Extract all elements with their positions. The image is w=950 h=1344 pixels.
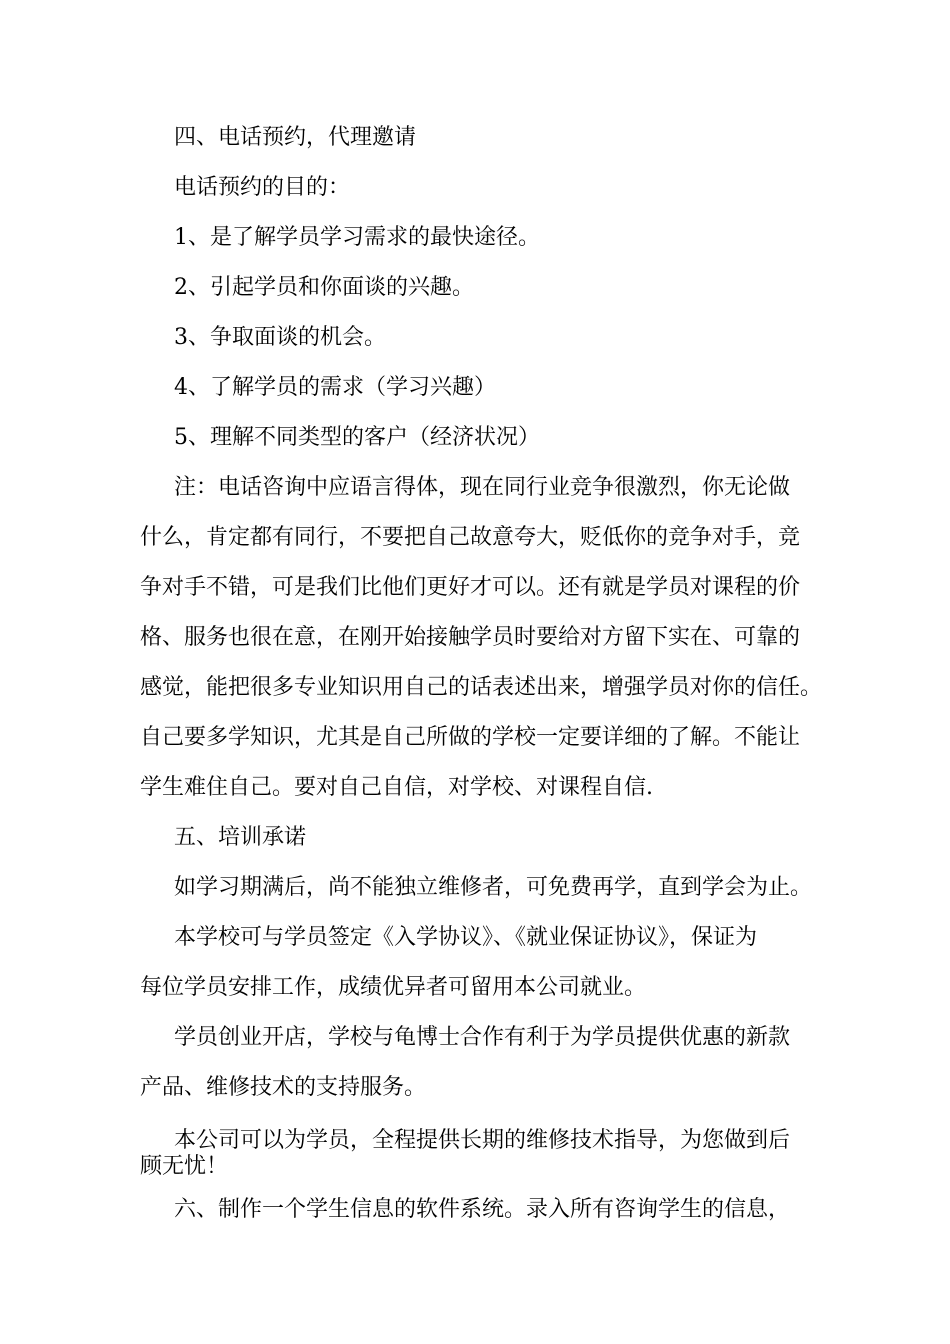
paragraph-line: 学员创业开店，学校与龟博士合作有利于为学员提供优惠的新款 <box>174 1025 791 1050</box>
paragraph-line: 如学习期满后，尚不能独立维修者，可免费再学，直到学会为止。 <box>174 875 813 900</box>
subheading-purpose: 电话预约的目的： <box>174 175 351 200</box>
note-paragraph-line: 争对手不错，可是我们比他们更好才可以。还有就是学员对课程的价 <box>140 575 801 600</box>
paragraph-line: 顾无忧！ <box>140 1154 229 1179</box>
note-paragraph-line: 注：电话咨询中应语言得体，现在同行业竞争很激烈，你无论做 <box>174 475 791 500</box>
paragraph-line: 本公司可以为学员，全程提供长期的维修技术指导，为您做到后 <box>174 1128 791 1153</box>
note-paragraph-line: 自己要多学知识，尤其是自己所做的学校一定要详细的了解。不能让 <box>140 725 801 750</box>
note-paragraph-line: 什么，肯定都有同行，不要把自己故意夸大，贬低你的竞争对手，竞 <box>140 525 801 550</box>
section-heading-6: 六、制作一个学生信息的软件系统。录入所有咨询学生的信息， <box>174 1197 791 1222</box>
list-item-4: 4、了解学员的需求（学习兴趣） <box>174 375 496 400</box>
section-heading-4: 四、电话预约，代理邀请 <box>174 125 417 150</box>
list-item-5: 5、理解不同类型的客户（经济状况） <box>174 425 540 450</box>
section-heading-5: 五、培训承诺 <box>174 825 307 850</box>
list-item-2: 2、引起学员和你面谈的兴趣。 <box>174 275 474 300</box>
note-paragraph-line: 学生难住自己。要对自己自信，对学校、对课程自信. <box>140 775 653 800</box>
paragraph-line: 每位学员安排工作，成绩优异者可留用本公司就业。 <box>140 975 647 1000</box>
list-item-1: 1、是了解学员学习需求的最快途径。 <box>174 225 540 250</box>
paragraph-line: 产品、维修技术的支持服务。 <box>140 1075 427 1100</box>
paragraph-line: 本学校可与学员签定《入学协议》、《就业保证协议》，保证为 <box>174 925 758 950</box>
note-paragraph-line: 格、服务也很在意，在刚开始接触学员时要给对方留下实在、可靠的 <box>140 625 801 650</box>
list-item-3: 3、争取面谈的机会。 <box>174 325 386 350</box>
note-paragraph-line: 感觉，能把很多专业知识用自己的话表述出来，增强学员对你的信任。 <box>140 675 823 700</box>
